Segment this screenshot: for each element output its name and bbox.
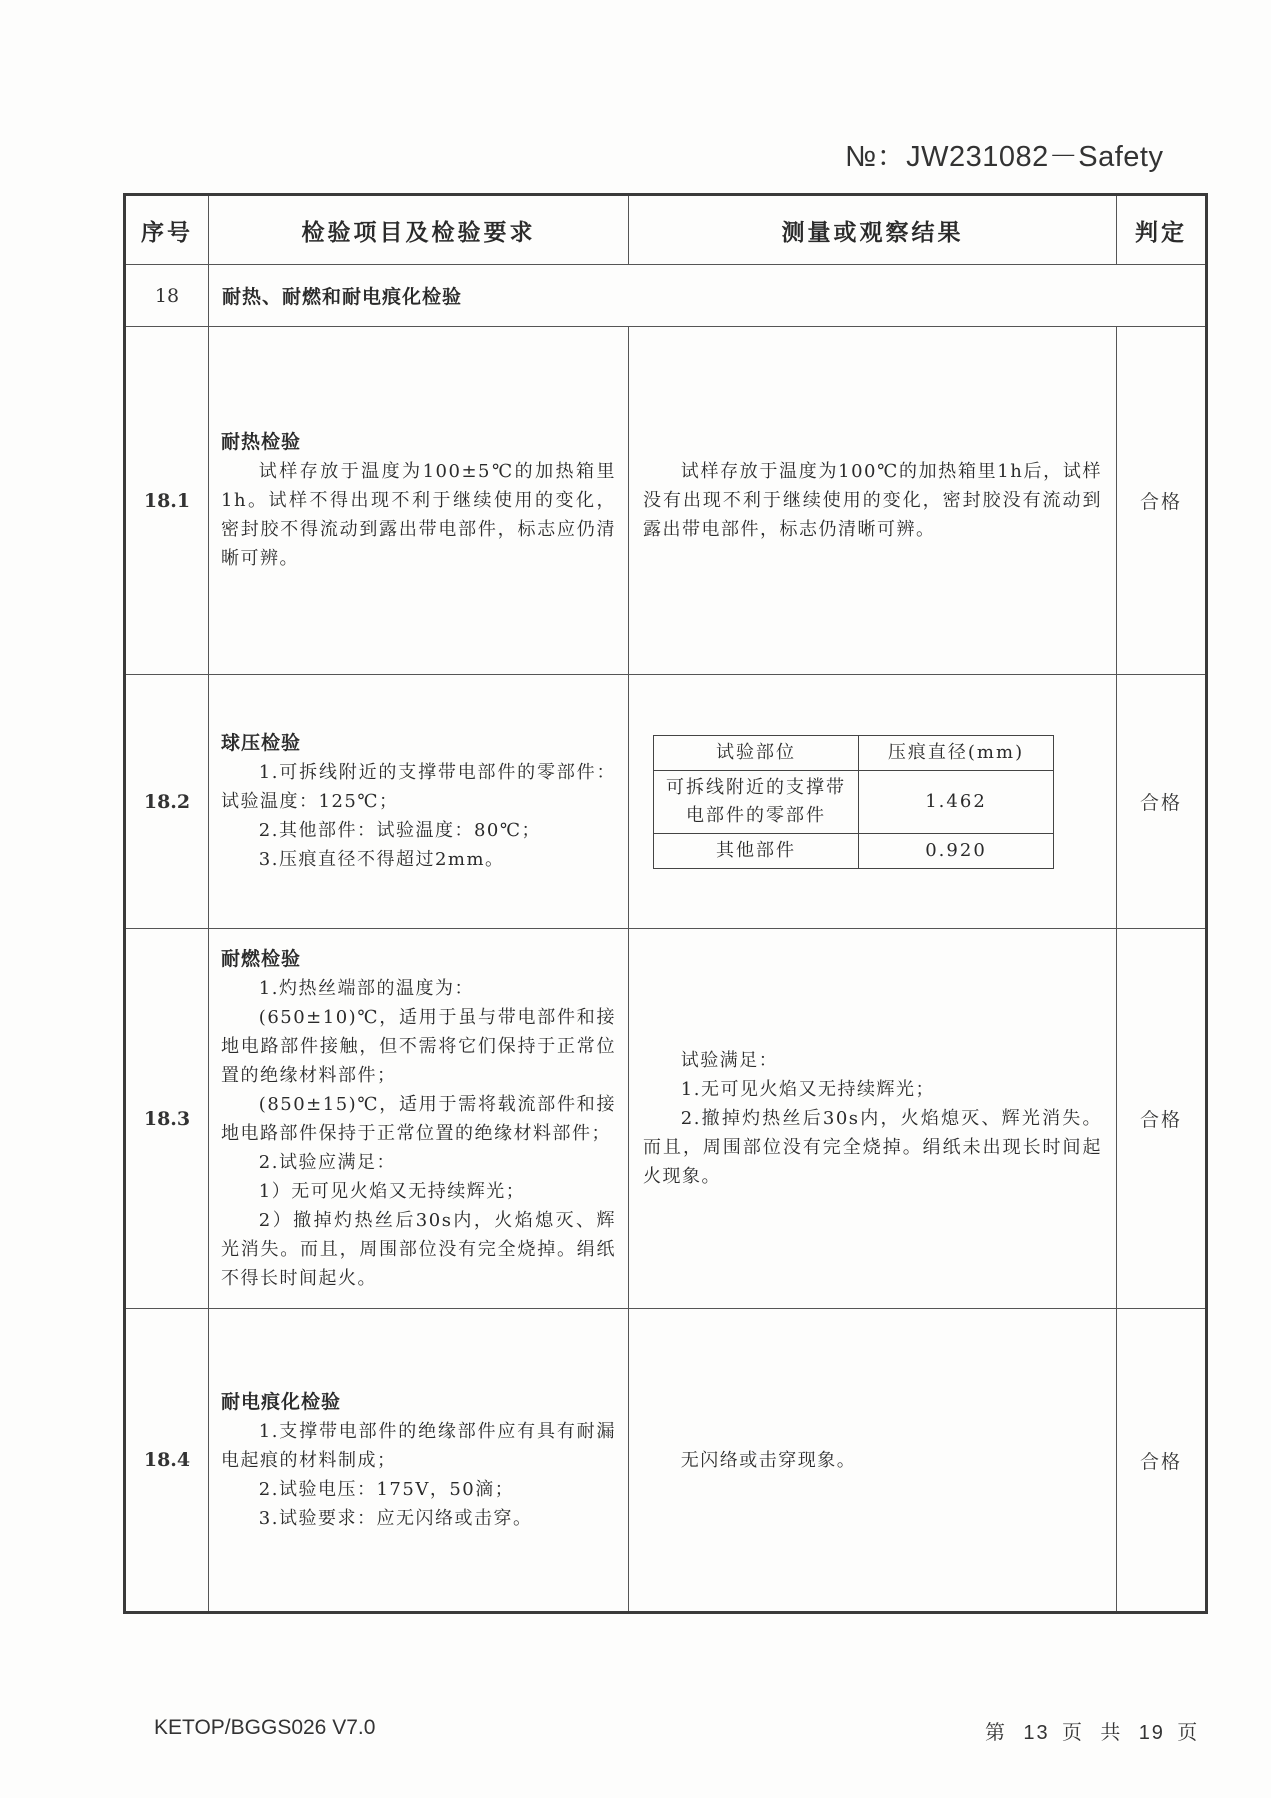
requirement-cell: [209, 327, 629, 675]
requirement-text: 2.试验应满足：: [258, 1151, 396, 1173]
indentation-row: [654, 833, 1054, 868]
requirement-text: 2.试验电压：175V，50滴；: [258, 1478, 515, 1500]
indentation-header-diameter: 压痕直径(mm): [859, 735, 1054, 770]
indentation-table-header: [654, 735, 1054, 770]
requirement-text: 1）无可见火焰又无持续辉光；: [258, 1180, 526, 1202]
section-title: 耐热、耐燃和耐电痕化检验: [209, 265, 1207, 327]
item-title: 耐燃检验: [221, 947, 302, 970]
indentation-value: 0.920: [859, 833, 1054, 868]
indentation-value: 1.462: [859, 770, 1054, 833]
table-header-row: [125, 195, 1207, 265]
requirement-text: 3.压痕直径不得超过2mm。: [258, 849, 505, 870]
table-row: [125, 327, 1207, 675]
indentation-part: 可拆线附近的支撑带电部件的零部件: [654, 770, 859, 833]
requirement-text: 2.其他部件：试验温度：80℃；: [258, 820, 542, 841]
page-indicator: [985, 1716, 1203, 1745]
item-title: 球压检验: [221, 732, 302, 754]
requirement-cell: [209, 1309, 629, 1613]
section-row: [125, 265, 1207, 327]
item-title: 耐电痕化检验: [221, 1390, 342, 1413]
column-header-seq: 序号: [125, 195, 209, 265]
result-cell: [629, 675, 1117, 929]
row-seq: 18.1: [125, 327, 209, 675]
item-title: 耐热检验: [221, 431, 302, 453]
requirement-text: 3.试验要求：应无闪络或击穿。: [258, 1507, 533, 1529]
result-cell: [629, 1309, 1117, 1613]
document-code: KETOP/BGGS026 V7.0: [154, 1716, 376, 1739]
page-mid: 页 共: [1061, 1720, 1127, 1744]
section-seq: 18: [125, 265, 209, 327]
requirement-text: (850±15)℃，适用于需将载流部件和接地电路部件保持于正常位置的绝缘材料部件；: [221, 1093, 616, 1144]
result-cell: [629, 929, 1117, 1309]
row-seq: 18.4: [125, 1309, 209, 1613]
requirement-text: 1.支撑带电部件的绝缘部件应有具有耐漏电起痕的材料制成；: [221, 1420, 616, 1471]
result-text: 试验满足：: [680, 1050, 779, 1071]
column-header-result: 测量或观察结果: [629, 195, 1117, 265]
table-row: [125, 675, 1207, 929]
requirement-cell: [209, 675, 629, 929]
report-number: №：JW231082－Safety: [845, 141, 1164, 173]
requirement-text: 2）撤掉灼热丝后30s内，火焰熄灭、辉光消失。而且，周围部位没有完全烧掉。绢纸不得长时间起火。: [221, 1209, 616, 1289]
requirement-text: 试样存放于温度为100±5℃的加热箱里1h。试样不得出现不利于继续使用的变化，密封胶不得流动到露出带电部件，标志应仍清晰可辨。: [221, 461, 616, 569]
result-cell: [629, 327, 1117, 675]
page-current: 13: [1023, 1722, 1050, 1744]
column-header-verdict: 判定: [1117, 195, 1207, 265]
page-total: 19: [1138, 1722, 1165, 1744]
row-seq: 18.3: [125, 929, 209, 1309]
result-text: 试样存放于温度为100℃的加热箱里1h后，试样没有出现不利于继续使用的变化，密封胶没有流动到露出带电部件，标志仍清晰可辨。: [643, 461, 1102, 540]
requirement-text: 1.可拆线附近的支撑带电部件的零部件：试验温度：125℃；: [221, 762, 616, 812]
verdict: 合格: [1117, 327, 1207, 675]
verdict: 合格: [1117, 929, 1207, 1309]
result-text: 无闪络或击穿现象。: [680, 1449, 857, 1471]
indentation-row: [654, 770, 1054, 833]
inspection-table: [123, 193, 1208, 1614]
requirement-text: (650±10)℃，适用于虽与带电部件和接地电路部件接触，但不需将它们保持于正常位置的绝缘材料部件；: [221, 1006, 616, 1086]
table-row: [125, 929, 1207, 1309]
verdict: 合格: [1117, 675, 1207, 929]
indentation-table: [653, 735, 1054, 869]
result-text: 2.撤掉灼热丝后30s内，火焰熄灭、辉光消失。而且，周围部位没有完全烧掉。绢纸未出现长时间起火现象。: [643, 1108, 1102, 1187]
indentation-part: 其他部件: [654, 833, 859, 868]
verdict: 合格: [1117, 1309, 1207, 1613]
table-row: [125, 1309, 1207, 1613]
column-header-item: 检验项目及检验要求: [209, 195, 629, 265]
indentation-header-part: 试验部位: [654, 735, 859, 770]
row-seq: 18.2: [125, 675, 209, 929]
page-prefix: 第: [985, 1720, 1011, 1744]
result-text: 1.无可见火焰又无持续辉光；: [680, 1079, 935, 1100]
requirement-cell: [209, 929, 629, 1309]
requirement-text: 1.灼热丝端部的温度为：: [258, 977, 474, 999]
page-suffix: 页: [1177, 1720, 1204, 1744]
